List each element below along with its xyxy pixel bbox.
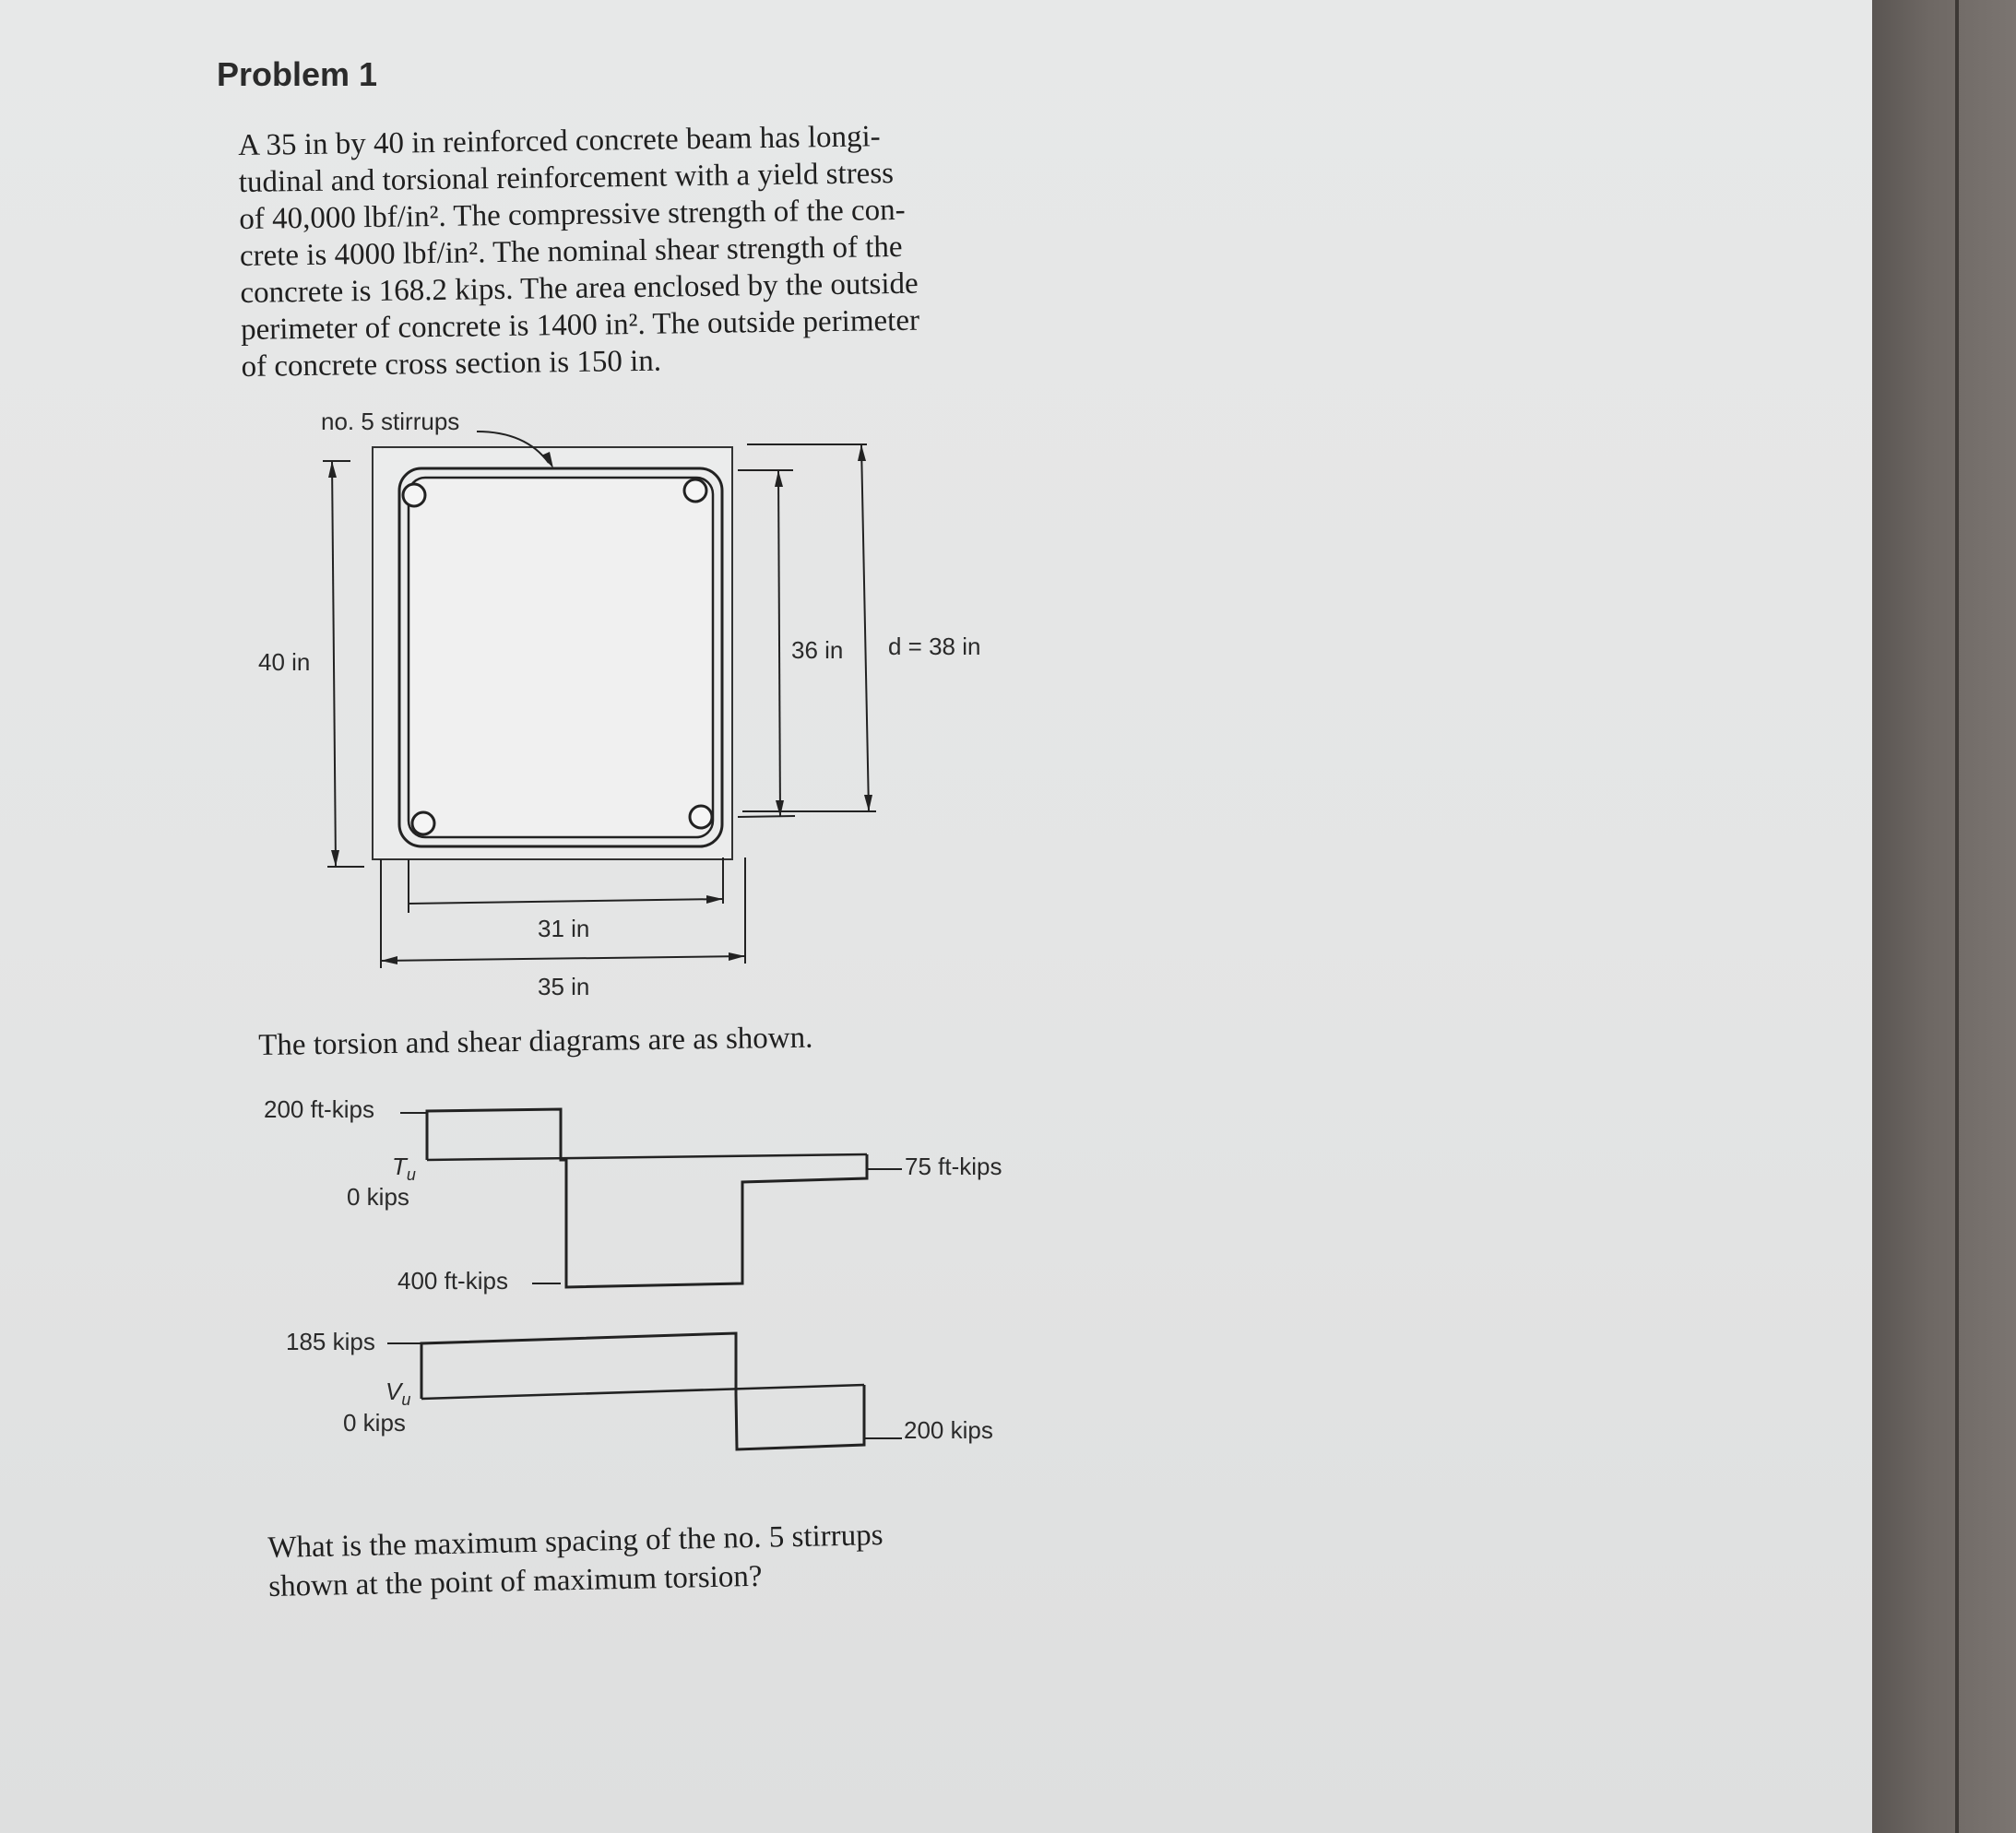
height-40-label: 40 in [258, 648, 311, 676]
paragraph-line: A 35 in by 40 in reinforced concrete beam has longi- [238, 120, 881, 162]
shear-symbol [385, 1378, 410, 1410]
question-line: shown at the point of maximum torsion? [267, 1559, 763, 1603]
paragraph-line: tudinal and torsional reinforcement with a yield stress [238, 157, 895, 199]
torsion-400-label: 400 ft-kips [397, 1267, 508, 1295]
shear-zero-axis [421, 1385, 864, 1399]
shear-symbol-letter: V [385, 1378, 402, 1405]
stirrups-label: no. 5 stirrups [321, 408, 460, 435]
shear-zero-label: 0 kips [343, 1409, 406, 1437]
width-35-label: 35 in [538, 973, 590, 1000]
torsion-75-label: 75 ft-kips [905, 1153, 1002, 1180]
torsion-symbol-subscript: u [406, 1165, 416, 1185]
paragraph-line: concrete is 168.2 kips. The area enclosed by the outside [240, 266, 919, 310]
inner-height-36-label: 36 in [791, 636, 844, 664]
diagram-intro-text: The torsion and shear diagrams are as shown. [258, 1021, 813, 1062]
shear-symbol-subscript: u [401, 1390, 411, 1410]
torsion-max-label: 200 ft-kips [264, 1095, 374, 1123]
paragraph-line: of concrete cross section is 150 in. [241, 344, 662, 384]
torsion-step-line [427, 1109, 867, 1287]
torsion-symbol [392, 1153, 416, 1185]
torsion-symbol-letter: T [392, 1153, 407, 1180]
torsion-zero-axis [427, 1154, 867, 1160]
question-line: What is the maximum spacing of the no. 5 stirrups [267, 1519, 883, 1565]
paragraph-line: crete is 4000 lbf/in². The nominal shear strength of the [239, 230, 903, 273]
width-31-label: 31 in [538, 915, 590, 942]
torsion-zero-label: 0 kips [347, 1183, 409, 1211]
paragraph-line: perimeter of concrete is 1400 in². The outside perimeter [240, 303, 920, 347]
depth-38-label: d = 38 in [888, 633, 981, 660]
paragraph-line: of 40,000 lbf/in². The compressive strength of the con- [239, 193, 906, 236]
shear-200-label: 200 kips [904, 1416, 993, 1444]
shear-max-label: 185 kips [286, 1328, 375, 1355]
problem-title: Problem 1 [217, 55, 378, 93]
